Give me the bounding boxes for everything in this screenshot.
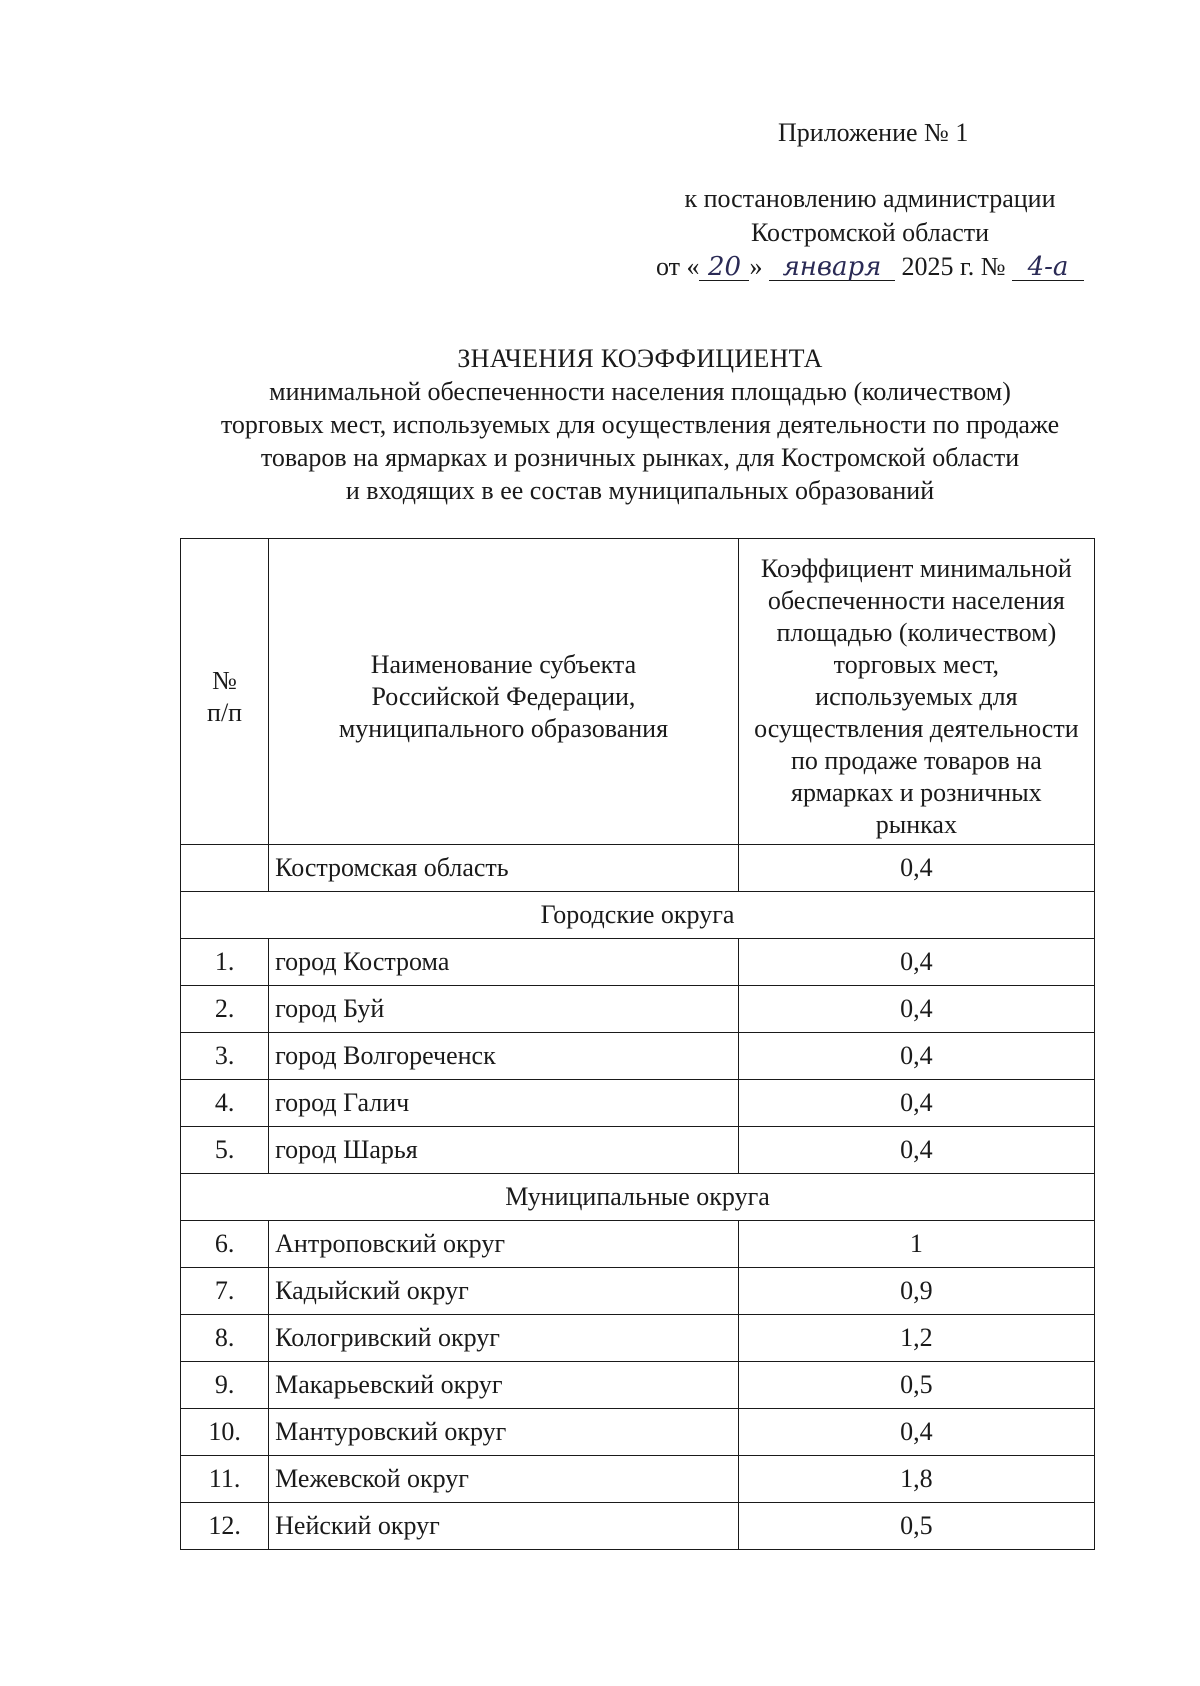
row-value: 0,4 (738, 1127, 1094, 1174)
row-name: город Шарья (269, 1127, 739, 1174)
header-name: Наименование субъекта Российской Федерации, муниципального образования (338, 649, 669, 743)
row-num: 9. (181, 1362, 269, 1409)
row-num: 7. (181, 1268, 269, 1315)
coefficient-table (180, 538, 1095, 1550)
row-num: 5. (181, 1127, 269, 1174)
handwritten-month: января (769, 254, 895, 281)
row-value: 0,4 (738, 986, 1094, 1033)
row-name: город Волгореченск (269, 1033, 739, 1080)
row-value: 1 (738, 1221, 1094, 1268)
appendix-title: Приложение № 1 (778, 118, 969, 147)
table-row (181, 986, 1095, 1033)
header-num: № п/п (207, 665, 243, 727)
section-municipal-title: Муниципальные округа (181, 1174, 1095, 1221)
reference-line-2: Костромской области (750, 218, 990, 247)
document-title-sub-3: товаров на ярмарках и розничных рынках, для Костромской области (260, 443, 1020, 472)
row-name: Макарьевский округ (269, 1362, 739, 1409)
row-num: 12. (181, 1503, 269, 1550)
row-name: Кадыйский округ (269, 1268, 739, 1315)
document-title-sub-4: и входящих в ее состав муниципальных образований (345, 476, 935, 505)
section-urban-row (181, 892, 1095, 939)
row-num: 6. (181, 1221, 269, 1268)
table-row (181, 1362, 1095, 1409)
row-name: Мантуровский округ (269, 1409, 739, 1456)
date-mid: » (749, 252, 763, 281)
row-value: 0,9 (738, 1268, 1094, 1315)
row-value: 0,4 (738, 1033, 1094, 1080)
header-num-cell (181, 539, 269, 845)
row-num: 10. (181, 1409, 269, 1456)
row-value: 0,5 (738, 1362, 1094, 1409)
reference-date-line (640, 250, 1100, 284)
row-value: 1,8 (738, 1456, 1094, 1503)
document-title-main: ЗНАЧЕНИЯ КОЭФФИЦИЕНТА (457, 344, 823, 373)
table-row-region (181, 845, 1095, 892)
table-row (181, 939, 1095, 986)
row-name: Кологривский округ (269, 1315, 739, 1362)
region-name: Костромская область (269, 845, 739, 892)
row-num: 8. (181, 1315, 269, 1362)
row-name: Нейский округ (269, 1503, 739, 1550)
document-title-sub-1: минимальной обеспеченности населения площадью (количеством) (269, 377, 1011, 406)
row-name: город Буй (269, 986, 739, 1033)
date-year: 2025 г. № (901, 252, 1006, 281)
header-value-cell (738, 539, 1094, 845)
table-row (181, 1080, 1095, 1127)
header-name-cell (269, 539, 739, 845)
row-name: город Галич (269, 1080, 739, 1127)
row-value: 0,4 (738, 939, 1094, 986)
handwritten-day: 20 (699, 254, 749, 281)
section-urban-title: Городские округа (181, 892, 1095, 939)
row-name: город Кострома (269, 939, 739, 986)
table-row (181, 1315, 1095, 1362)
row-value: 1,2 (738, 1315, 1094, 1362)
table-row (181, 1456, 1095, 1503)
row-num: 11. (181, 1456, 269, 1503)
date-prefix: от « (655, 252, 700, 281)
table-row (181, 1033, 1095, 1080)
table-row (181, 1268, 1095, 1315)
table-row (181, 1503, 1095, 1550)
region-num (181, 845, 269, 892)
row-value: 0,4 (738, 1080, 1094, 1127)
region-value: 0,4 (738, 845, 1094, 892)
reference-line-1: к постановлению администрации (684, 184, 1056, 213)
row-num: 4. (181, 1080, 269, 1127)
row-value: 0,4 (738, 1409, 1094, 1456)
table-row (181, 1409, 1095, 1456)
document-title (100, 342, 1180, 507)
row-num: 2. (181, 986, 269, 1033)
row-name: Межевской округ (269, 1456, 739, 1503)
reference-block (640, 182, 1100, 284)
table-header-row (181, 539, 1095, 845)
row-value: 0,5 (738, 1503, 1094, 1550)
header-value: Коэффициент минимальной обеспеченности населения площадью (количеством) торговых мест, используемых для осуществления деятельности по продаже товаров на ярмарках и розничных рынках (754, 553, 1079, 839)
handwritten-number: 4-а (1012, 254, 1084, 281)
section-municipal-row (181, 1174, 1095, 1221)
table-row (181, 1127, 1095, 1174)
document-title-sub-2: торговых мест, используемых для осуществления деятельности по продаже (220, 410, 1060, 439)
table-row (181, 1221, 1095, 1268)
row-num: 3. (181, 1033, 269, 1080)
row-name: Антроповский округ (269, 1221, 739, 1268)
row-num: 1. (181, 939, 269, 986)
